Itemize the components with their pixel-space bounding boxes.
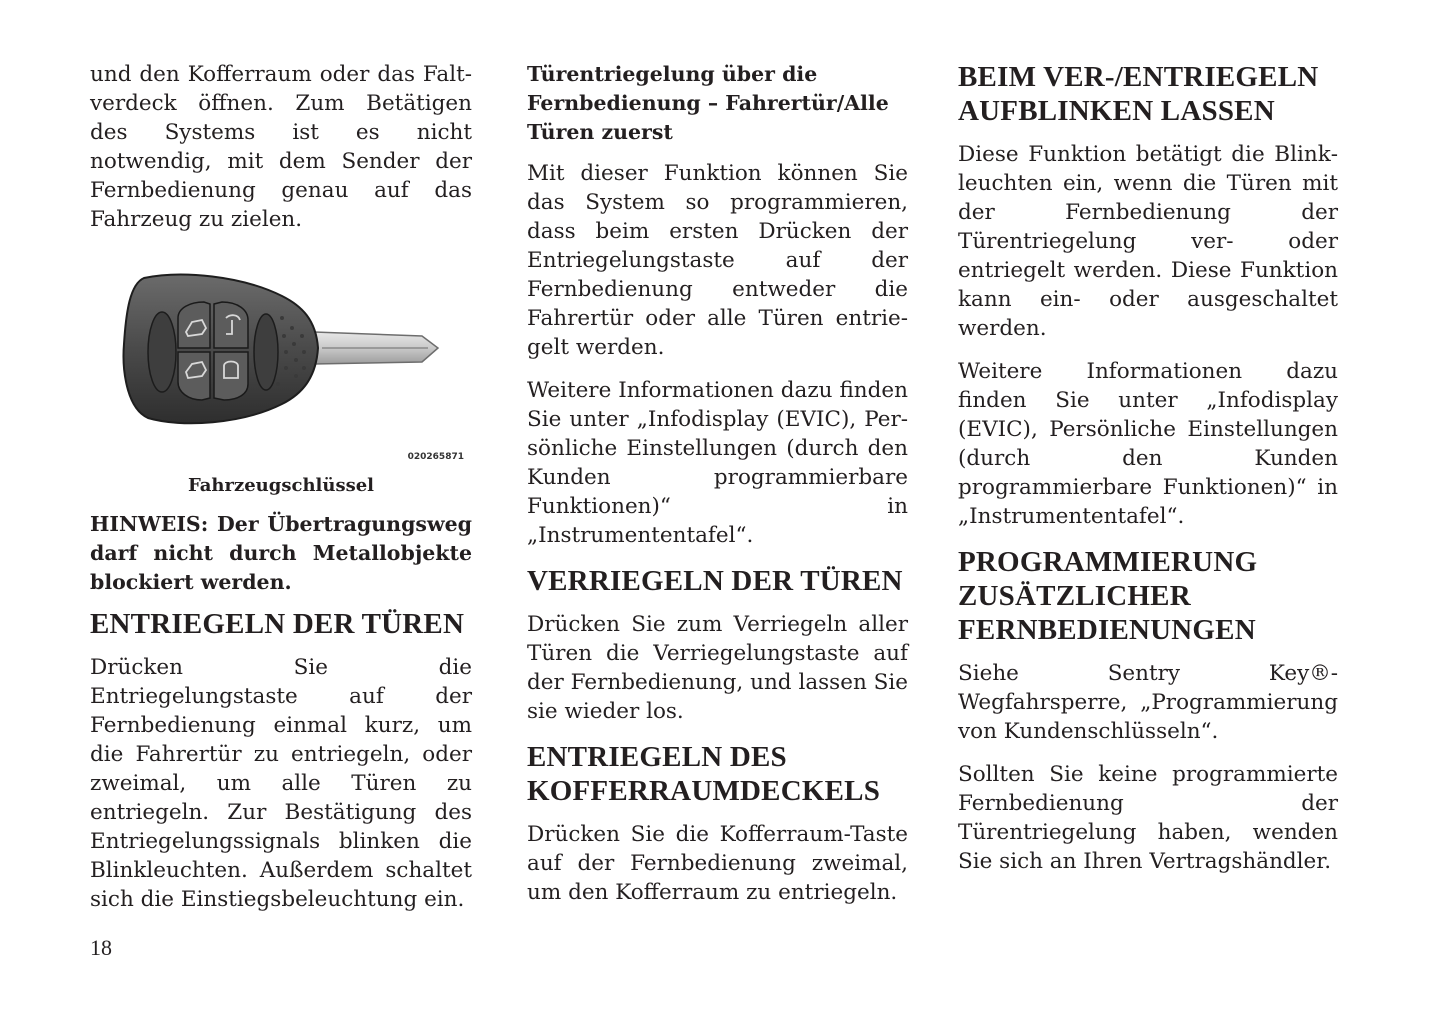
lock-doors-text: Drücken Sie zum Verriegeln aller Türen die Verriegelungstaste auf der Fernbedienung, und lassen Sie sie wieder los. [527,612,908,724]
programming-dealer-text: Sollten Sie keine programmierte Fernbedienung der Türentriegelung haben, wenden Sie sich an Ihren Vertragshändler. [958,762,1338,874]
programming-text: Siehe Sentry Key®-Wegfahrsperre, „Programmierung von Kundenschlüsseln“. [958,661,1338,744]
key-figure [92,248,470,466]
column-right [958,60,1338,890]
remote-unlock-subheading: Türentriegelung über die Fernbedienung – Fahrertür/Alle Türen zuerst [527,62,889,144]
lock-doors-heading: VERRIEGELN DER TÜREN [527,565,903,597]
column-left [90,60,472,928]
programming-heading: PROGRAMMIERUNG ZUSÄTZLICHER FERNBEDIENUNGEN [958,546,1258,646]
intro-paragraph: und den Kofferraum oder das Faltverdeck öffnen. Zum Betätigen des Systems ist es nicht notwendig, mit dem Sender der Fernbedienung genau auf das Fahrzeug zu zielen. [90,62,472,232]
remote-unlock-info: Weitere Informationen dazu finden Sie unter „Infodisplay (EVIC), Persönliche Einstellungen (durch den Kunden programmierbare Funktionen)“ in „Instrumententafel“. [527,378,908,548]
figure-code: 020265871 [407,452,464,462]
page-number: 18 [90,935,112,960]
note-paragraph: HINWEIS: Der Übertragungsweg darf nicht durch Metallobjekte blockiert werden. [90,512,472,594]
flash-text: Diese Funktion betätigt die Blinkleuchten ein, wenn die Türen mit der Fernbedienung der Türentriegelung ver- oder entriegelt werden. Diese Funktion kann ein- oder ausgeschaltet werden. [958,142,1338,341]
trunk-unlock-heading: ENTRIEGELN DES KOFFERRAUMDECKELS [527,741,881,807]
unlock-doors-text: Drücken Sie die Entriegelungstaste auf der Fernbedienung einmal kurz, um die Fahrertür zu entriegeln, oder zweimal, um alle Türen zu entriegeln. Zur Bestätigung des Entriegelungssignals blinken die Blinkleuchten. Außerdem schaltet sich die Einstiegsbeleuchtung ein. [90,655,472,912]
flash-heading: BEIM VER-/ENTRIEGELN AUFBLINKEN LASSEN [958,61,1319,127]
figure-caption: Fahrzeugschlüssel [187,475,375,496]
unlock-doors-heading: ENTRIEGELN DER TÜREN [90,608,465,640]
car-key-image [92,248,470,466]
column-middle [527,60,908,921]
trunk-unlock-text: Drücken Sie die Kofferraum-Taste auf der Fernbedienung zweimal, um den Kofferraum zu entriegeln. [527,822,908,905]
flash-info: Weitere Informationen dazu finden Sie unter „Infodisplay (EVIC), Persönliche Einstellungen (durch den Kunden programmierbare Funktionen)“ in „Instrumententafel“. [958,359,1338,529]
remote-unlock-text: Mit dieser Funktion können Sie das System so programmieren, dass beim ersten Drücken der Entriegelungstaste auf der Fernbedienung entweder die Fahrertür oder alle Türen entriegelt werden. [527,161,908,360]
